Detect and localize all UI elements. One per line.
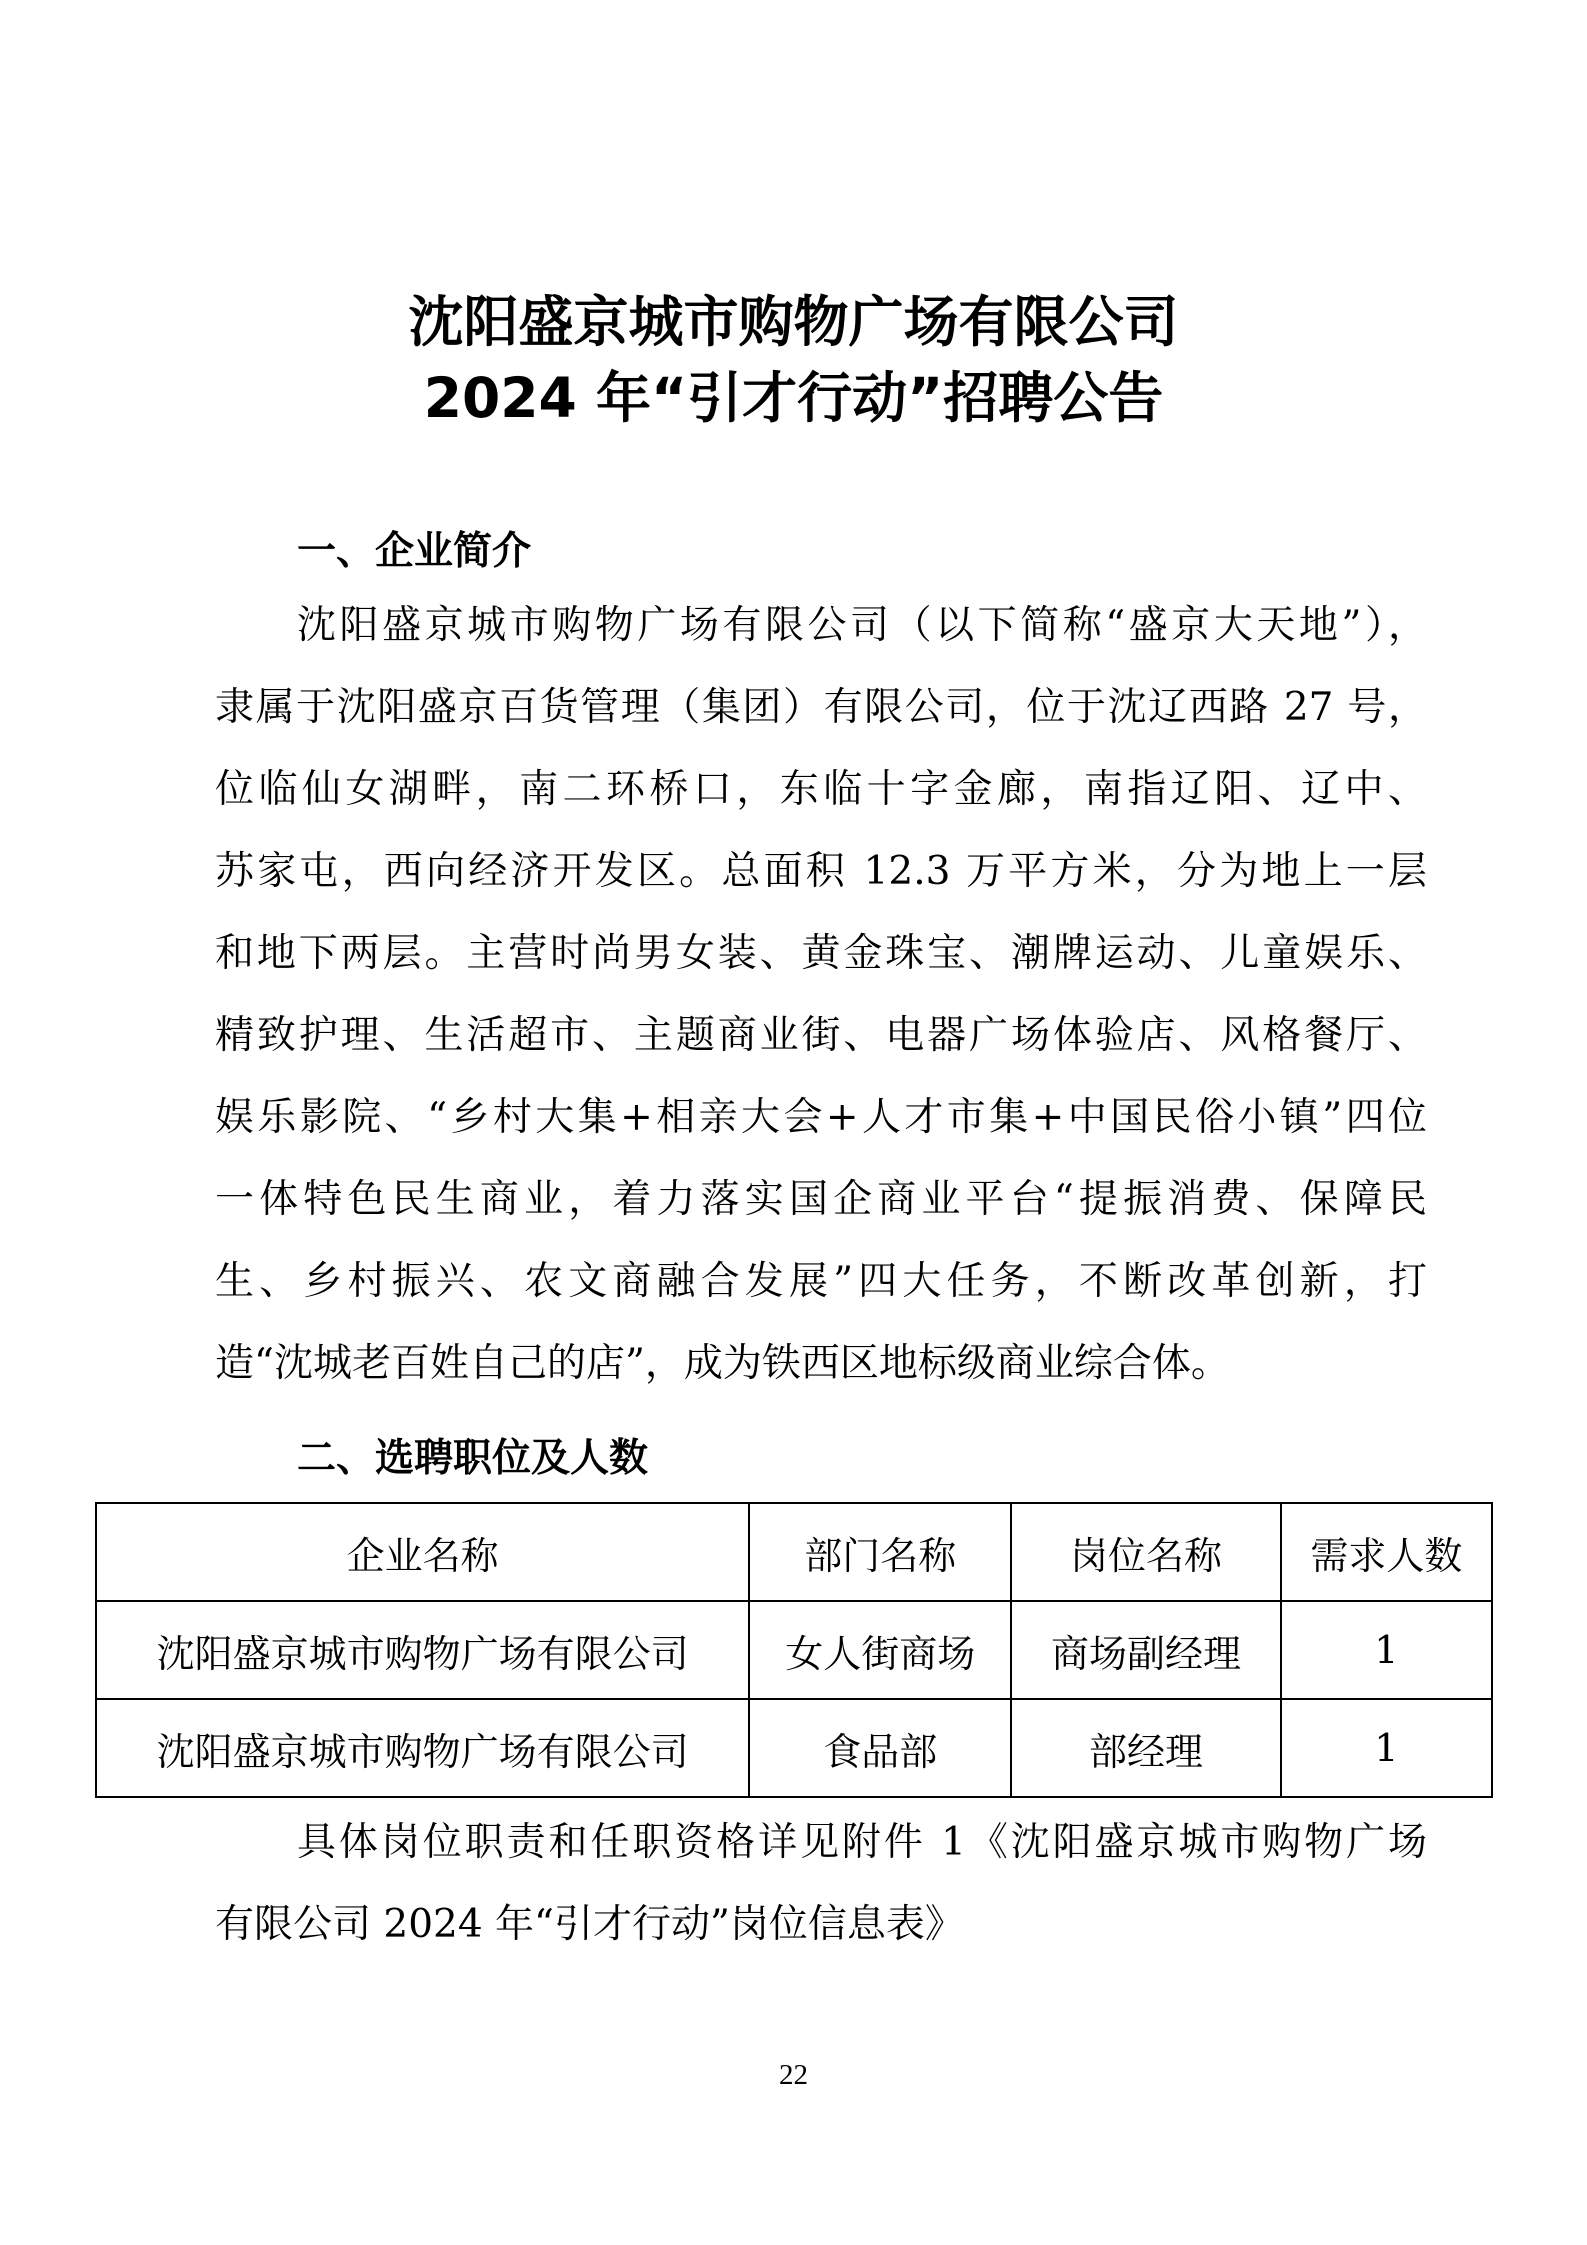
paragraph-line: 造“沈城老百姓自己的店”，成为铁西区地标级商业综合体。	[215, 1341, 1230, 1386]
cell-position: 部经理	[1011, 1699, 1281, 1797]
attachment-note-paragraph	[215, 1802, 1427, 1966]
cell-headcount: 1	[1281, 1699, 1492, 1797]
section-heading-company-intro: 一、企业简介	[297, 529, 532, 574]
page-number: 22	[779, 2059, 808, 2091]
cell-position: 商场副经理	[1011, 1601, 1281, 1699]
paragraph-line: 沈阳盛京城市购物广场有限公司（以下简称“盛京大天地”），	[297, 603, 1427, 648]
header-department: 部门名称	[749, 1503, 1011, 1601]
cell-headcount: 1	[1281, 1601, 1492, 1699]
company-intro-paragraph	[215, 585, 1427, 1405]
paragraph-line: 娱乐影院、“乡村大集+相亲大会+人才市集+中国民俗小镇”四位	[215, 1095, 1427, 1140]
section-heading-positions: 二、选聘职位及人数	[297, 1436, 649, 1481]
paragraph-line: 一体特色民生商业，着力落实国企商业平台“提振消费、保障民	[215, 1177, 1427, 1222]
paragraph-line: 苏家屯，西向经济开发区。总面积 12.3 万平方米，分为地上一层	[215, 849, 1427, 894]
header-headcount: 需求人数	[1281, 1503, 1492, 1601]
paragraph-line: 生、乡村振兴、农文商融合发展”四大任务，不断改革创新，打	[215, 1259, 1427, 1304]
cell-department: 食品部	[749, 1699, 1011, 1797]
cell-company-name: 沈阳盛京城市购物广场有限公司	[96, 1601, 749, 1699]
paragraph-line: 有限公司 2024 年“引才行动”岗位信息表》	[215, 1902, 964, 1947]
paragraph-line: 隶属于沈阳盛京百货管理（集团）有限公司，位于沈辽西路 27 号，	[215, 685, 1427, 730]
table-row	[96, 1601, 1492, 1699]
table-header-row	[96, 1503, 1492, 1601]
table-row	[96, 1699, 1492, 1797]
header-company-name: 企业名称	[96, 1503, 749, 1601]
paragraph-line: 和地下两层。主营时尚男女装、黄金珠宝、潮牌运动、儿童娱乐、	[215, 931, 1427, 976]
paragraph-line: 精致护理、生活超市、主题商业街、电器广场体验店、风格餐厅、	[215, 1013, 1427, 1058]
positions-table	[95, 1502, 1493, 1798]
header-position: 岗位名称	[1011, 1503, 1281, 1601]
cell-company-name: 沈阳盛京城市购物广场有限公司	[96, 1699, 749, 1797]
paragraph-line: 位临仙女湖畔，南二环桥口，东临十字金廊，南指辽阳、辽中、	[215, 767, 1427, 812]
title-line-1: 沈阳盛京城市购物广场有限公司	[408, 290, 1179, 354]
paragraph-line: 具体岗位职责和任职资格详见附件 1《沈阳盛京城市购物广场	[297, 1820, 1427, 1865]
title-line-2: 2024 年“引才行动”招聘公告	[423, 366, 1164, 430]
cell-department: 女人街商场	[749, 1601, 1011, 1699]
